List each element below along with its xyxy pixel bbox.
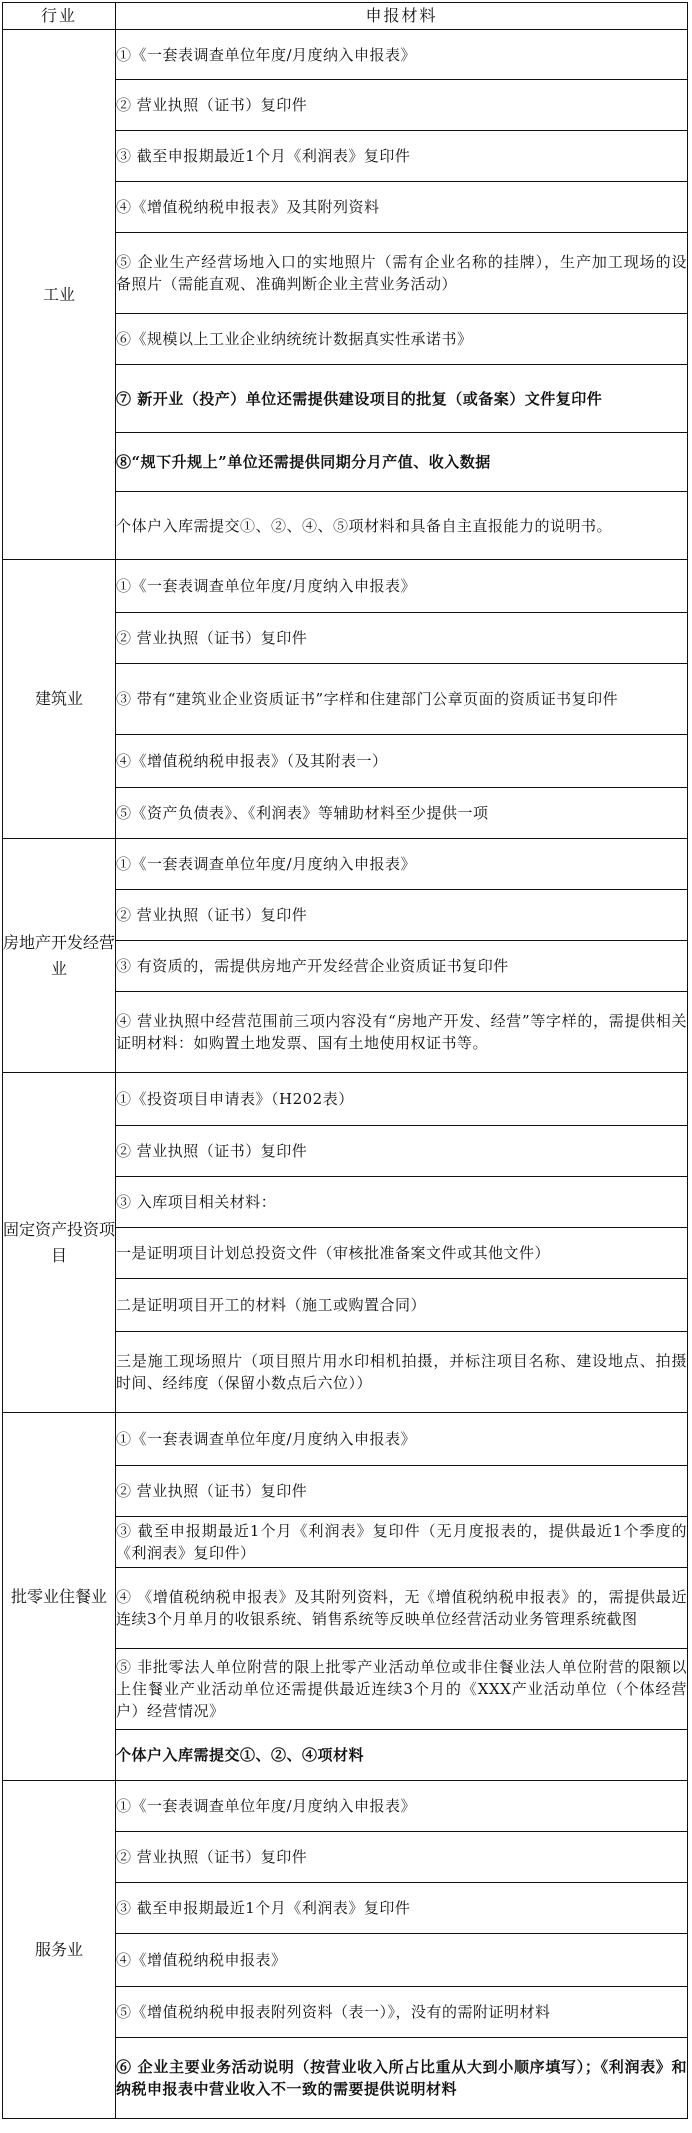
- material-item: ④ 营业执照中经营范围前三项内容没有“房地产开发、经营”等字样的，需提供相关证明材料：如购置土地发票、国有土地使用权证书等。: [116, 992, 688, 1073]
- table-row: [3, 1781, 688, 1832]
- material-item: 个体户入库需提交①、②、④项材料: [116, 1730, 688, 1781]
- material-item: ③ 有资质的，需提供房地产开发经营企业资质证书复印件: [116, 941, 688, 992]
- material-item: ④《增值税纳税申报表》（及其附表一）: [116, 735, 688, 788]
- material-item: ③ 入库项目相关材料：: [116, 1177, 688, 1228]
- industry-cell: 房地产开发经营业: [3, 839, 116, 1073]
- material-item: ② 营业执照（证书）复印件: [116, 613, 688, 664]
- industry-cell: 固定资产投资项目: [3, 1073, 116, 1413]
- material-item: ④《增值税纳税申报表》及其附列资料: [116, 182, 688, 233]
- table-row: [3, 30, 688, 80]
- material-item: ①《一套表调查单位年度/月度纳入申报表》: [116, 1781, 688, 1832]
- material-item: ①《一套表调查单位年度/月度纳入申报表》: [116, 30, 688, 80]
- material-item: ①《一套表调查单位年度/月度纳入申报表》: [116, 1413, 688, 1466]
- header-materials: 申报材料: [116, 3, 688, 30]
- material-item: ⑤ 非批零法人单位附营的限上批零产业活动单位或非住餐业法人单位附营的限额以上住餐业产业活动单位还需提供最近连续3个月的《XXX产业活动单位（个体经营户）经营情况》: [116, 1649, 688, 1730]
- materials-table: [2, 2, 688, 2119]
- material-item: ⑥ 企业主要业务活动说明（按营业收入所占比重从大到小顺序填写）；《利润表》和纳税申报表中营业收入不一致的需要提供说明材料: [116, 2038, 688, 2119]
- material-item: 三是施工现场照片（项目照片用水印相机拍摄，并标注项目名称、建设地点、拍摄时间、经纬度（保留小数点后六位））: [116, 1332, 688, 1413]
- table-row: [3, 1073, 688, 1126]
- material-item: ①《一套表调查单位年度/月度纳入申报表》: [116, 560, 688, 613]
- industry-cell: 服务业: [3, 1781, 116, 2119]
- material-item: ③ 截至申报期最近1个月《利润表》复印件: [116, 131, 688, 182]
- material-item: ② 营业执照（证书）复印件: [116, 1832, 688, 1883]
- material-item: ② 营业执照（证书）复印件: [116, 890, 688, 941]
- table-row: [3, 839, 688, 890]
- material-item: ⑦ 新开业（投产）单位还需提供建设项目的批复（或备案）文件复印件: [116, 365, 688, 433]
- material-item: ② 营业执照（证书）复印件: [116, 1126, 688, 1177]
- material-item: ④ 《增值税纳税申报表》及其附列资料，无《增值税纳税申报表》的，需提供最近连续3个月单月的收银系统、销售系统等反映单位经营活动业务管理系统截图: [116, 1568, 688, 1649]
- industry-cell: 工业: [3, 30, 116, 560]
- material-item: ⑧“规下升规上”单位还需提供同期分月产值、收入数据: [116, 433, 688, 492]
- material-item: ② 营业执照（证书）复印件: [116, 1466, 688, 1517]
- industry-cell: 建筑业: [3, 560, 116, 839]
- table-row: [3, 560, 688, 613]
- material-item: ⑤ 企业生产经营场地入口的实地照片（需有企业名称的挂牌），生产加工现场的设备照片（需能直观、准确判断企业主营业务活动）: [116, 233, 688, 314]
- table-body: [3, 30, 688, 2119]
- material-item: ⑥《规模以上工业企业纳统统计数据真实性承诺书》: [116, 314, 688, 365]
- material-item: 一是证明项目计划总投资文件（审核批准备案文件或其他文件）: [116, 1228, 688, 1279]
- header-industry: 行业: [3, 3, 116, 30]
- material-item: ①《投资项目申请表》（H202表）: [116, 1073, 688, 1126]
- industry-cell: 批零业住餐业: [3, 1413, 116, 1781]
- table-row: [3, 1413, 688, 1466]
- material-item: ①《一套表调查单位年度/月度纳入申报表》: [116, 839, 688, 890]
- material-item: 个体户入库需提交①、②、④、⑤项材料和具备自主直报能力的说明书。: [116, 492, 688, 560]
- material-item: ⑤《增值税纳税申报表附列资料（表一）》，没有的需附证明材料: [116, 1987, 688, 2038]
- material-item: ③ 带有“建筑业企业资质证书”字样和住建部门公章页面的资质证书复印件: [116, 664, 688, 735]
- material-item: 二是证明项目开工的材料（施工或购置合同）: [116, 1279, 688, 1332]
- material-item: ⑤《资产负债表》、《利润表》等辅助材料至少提供一项: [116, 788, 688, 839]
- material-item: ③ 截至申报期最近1个月《利润表》复印件: [116, 1883, 688, 1934]
- material-item: ② 营业执照（证书）复印件: [116, 80, 688, 131]
- material-item: ③ 截至申报期最近1个月《利润表》复印件（无月度报表的，提供最近1个季度的《利润表》复印件）: [116, 1517, 688, 1568]
- material-item: ④《增值税纳税申报表》: [116, 1934, 688, 1987]
- table-header-row: [3, 3, 688, 30]
